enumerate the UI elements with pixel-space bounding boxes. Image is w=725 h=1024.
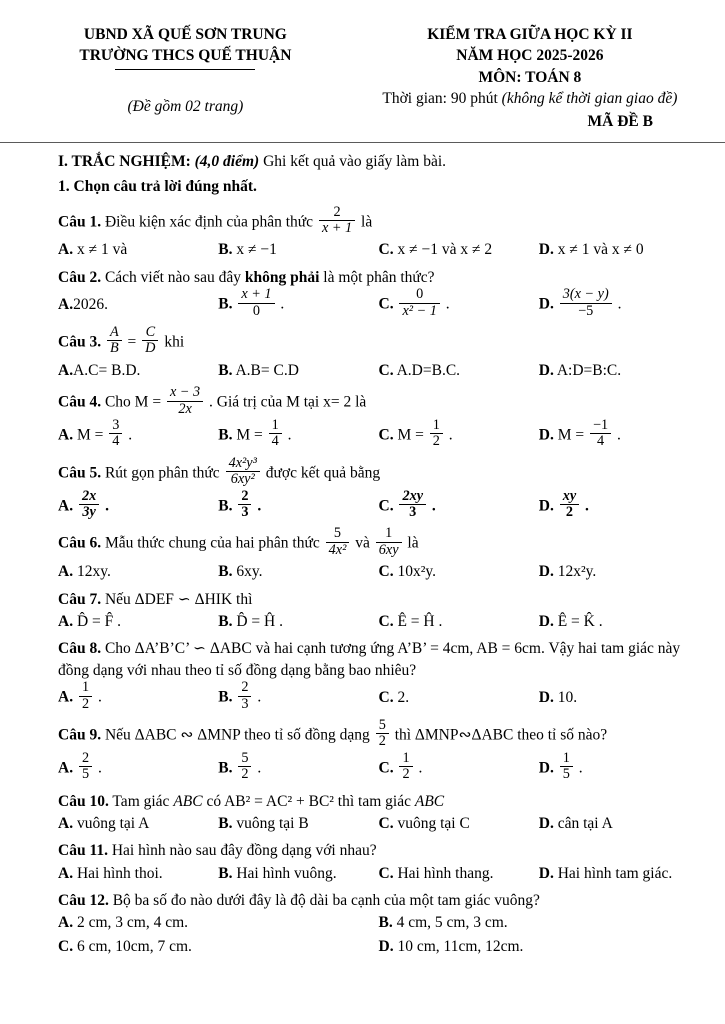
option-A: A. D̂ = F̂ . (58, 613, 122, 630)
question-stem: Câu 4. Cho M = $\frac{x - 3}{2x}$ . Giá trị của M tại x= 2 là (58, 384, 367, 417)
option-C: C. 6 cm, 10cm, 7 cm. (58, 937, 192, 955)
header-right (313, 24, 695, 132)
question (58, 589, 695, 633)
fraction-denominator: 4x² (328, 541, 347, 558)
exam-title: KIỂM TRA GIỮA HỌC KỲ II (427, 26, 633, 43)
option-D: D. 12x²y. (538, 563, 597, 581)
questions-list (58, 203, 695, 958)
option-key: C. (378, 814, 394, 832)
fraction-denominator: 6xy (378, 541, 399, 558)
question-stem: Câu 5. Rút gọn phân thức $\frac{\text{4x²y³}}{\text{6xy²}}$ được kết quả bằng (58, 454, 381, 488)
option-D: D. $\frac{1}{5}$ . (538, 749, 583, 783)
part-points: (4,0 điểm) (190, 152, 260, 170)
option-key: B. (218, 497, 233, 515)
bold-text: không phải (244, 268, 320, 286)
option-B: B. x ≠ −1 (218, 241, 277, 259)
fraction-denominator: 2 (241, 766, 249, 783)
fraction (167, 385, 203, 417)
option-A: A. 2 cm, 3 cm, 4 cm. (58, 914, 189, 932)
fraction-denominator: 3 (241, 504, 249, 521)
question-stem: Câu 3. $\frac{A}{B}$ = $\frac{C}{D}$ khi (58, 324, 185, 357)
option-B: B. vuông tại B (218, 814, 309, 832)
fraction-denominator: x² − 1 (402, 302, 437, 319)
question-label: Câu 12. (58, 892, 109, 910)
option-A: A.2026. (58, 296, 108, 314)
question-label: Câu 7. (58, 590, 102, 608)
question (58, 890, 695, 957)
option-A: A.A.C= B.D. (58, 361, 141, 379)
option-key: A. (58, 759, 74, 777)
fraction (109, 418, 122, 450)
option-A: A. 12xy. (58, 563, 111, 581)
question-label: Câu 3. (58, 333, 102, 351)
fraction (560, 287, 612, 319)
options-row (58, 749, 695, 785)
fraction-denominator: 6xy² (230, 471, 255, 488)
option-C: C. $\frac{0}{\text{x² − 1}}$ . (378, 286, 450, 319)
fraction-numerator: 4x²y³ (226, 456, 260, 472)
fraction (238, 489, 251, 521)
option-key: B. (218, 759, 233, 777)
fraction (399, 489, 426, 521)
question-label: Câu 8. (58, 640, 102, 658)
question-label: Câu 4. (58, 393, 102, 411)
fraction-numerator: 2 (238, 680, 251, 696)
fraction (399, 751, 412, 783)
question-stem: Câu 6. Mẫu thức chung của hai phân thức $\frac{5}{\text{4x²}}$ và $\frac{1}{6xy}$ là (58, 525, 419, 558)
school-name: TRƯỜNG THCS QUẾ THUẬN (79, 47, 292, 65)
fraction-denominator: 2x (178, 400, 192, 417)
options-row (58, 239, 695, 260)
fraction (238, 287, 274, 319)
fraction (79, 751, 92, 783)
fraction-denominator: 4 (112, 433, 120, 450)
option-A: A. vuông tại A (58, 814, 150, 832)
option-C: C. Hai hình thang. (378, 864, 494, 882)
option-key: D. (538, 864, 554, 882)
part-note: Ghi kết quả vào giấy làm bài. (259, 152, 447, 170)
option-key: B. (218, 426, 233, 444)
fraction-numerator: 5 (376, 718, 389, 734)
option-C: C. x ≠ −1 và x ≠ 2 (378, 241, 493, 259)
fraction (238, 680, 251, 712)
option-D: D. A:D=B:C. (538, 361, 622, 379)
option-D: D. $\frac{xy}{2}$ . (538, 487, 589, 521)
option-key: C. (58, 937, 74, 955)
question-label: Câu 1. (58, 213, 102, 231)
fraction (269, 418, 282, 450)
fraction-numerator: 2 (319, 205, 355, 221)
option-B: B. $\frac{5}{2}$ . (218, 749, 262, 783)
option-key: A. (58, 361, 74, 379)
question-stem: Câu 12. Bộ ba số đo nào dưới đây là độ dài ba cạnh của một tam giác vuông? (58, 892, 540, 910)
option-key: A. (58, 241, 74, 259)
option-A: A. $\frac{1}{2}$ . (58, 679, 102, 712)
option-B: B. 6xy. (218, 563, 263, 581)
question (58, 384, 695, 452)
options-row (58, 912, 695, 957)
question-stem: Câu 10. Tam giác ABC có AB² = AC² + BC² thì tam giác ABC (58, 792, 445, 810)
option-key: D. (378, 937, 394, 955)
header-underline (115, 69, 255, 70)
option-C: C. $\frac{1}{2}$ . (378, 749, 423, 783)
option-B: B. $\frac{x + 1}{0}$ . (218, 286, 285, 319)
content (58, 151, 695, 957)
fraction-numerator: 2x (79, 489, 99, 505)
option-key: D. (538, 613, 554, 630)
option-key: C. (378, 759, 394, 777)
options-row (58, 487, 695, 523)
italic-text: ABC (414, 792, 445, 810)
question (58, 203, 695, 261)
options-row (58, 813, 695, 834)
fraction-numerator: 2 (238, 489, 251, 505)
option-key: C. (378, 864, 394, 882)
options-row (58, 679, 695, 714)
option-D: D. M = $\frac{-1}{4}$ . (538, 417, 621, 450)
question (58, 324, 695, 381)
option-B: B. M = $\frac{1}{4}$ . (218, 417, 292, 450)
instruction: 1. Chọn câu trả lời đúng nhất. (58, 178, 257, 196)
option-B: B. D̂ = Ĥ . (218, 613, 283, 630)
fraction (430, 418, 443, 450)
option-key: D. (538, 814, 554, 832)
exam-page (58, 24, 695, 957)
option-A: A. x ≠ 1 và (58, 241, 128, 259)
option-key: B. (218, 688, 233, 706)
question-label: Câu 6. (58, 534, 102, 552)
option-key: D. (538, 497, 554, 515)
subject-line: MÔN: TOÁN 8 (478, 68, 582, 86)
option-key: B. (218, 295, 233, 313)
option-B: B. $\frac{2}{3}$ . (218, 679, 262, 712)
question (58, 638, 695, 714)
question (58, 716, 695, 785)
option-key: A. (58, 613, 74, 630)
option-B: B. A.B= C.D (218, 361, 299, 379)
options-row (58, 863, 695, 884)
options-row (58, 417, 695, 452)
option-key: D. (538, 241, 554, 259)
option-C: C. vuông tại C (378, 814, 470, 832)
fraction-numerator: A (107, 325, 122, 341)
fraction-denominator: 3 (241, 695, 249, 712)
fraction-denominator: 3y (82, 504, 96, 521)
fraction (399, 287, 439, 319)
fraction-denominator: 2 (565, 504, 573, 521)
option-D: D. cân tại A (538, 814, 613, 832)
option-D: D. $\frac{3(x - y)}{-5}$ . (538, 286, 622, 319)
org-name: UBND XÃ QUẾ SƠN TRUNG (83, 26, 287, 43)
option-D: D. 10 cm, 11cm, 12cm. (378, 937, 524, 955)
fraction-denominator: D (145, 340, 156, 357)
fraction-numerator: C (142, 325, 158, 341)
italic-text: ABC (173, 792, 203, 810)
time-note: (không kể thời gian giao đề) (501, 90, 678, 108)
option-key: C. (378, 613, 394, 630)
question (58, 267, 695, 321)
fraction-numerator: 1 (79, 680, 92, 696)
question-label: Câu 11. (58, 842, 108, 860)
fraction-numerator: x − 3 (167, 385, 203, 401)
option-key: A. (58, 814, 74, 832)
option-key: B. (218, 563, 233, 581)
fraction (142, 325, 158, 357)
fraction-denominator: x + 1 (321, 220, 353, 237)
option-A: A. $\frac{2}{5}$ . (58, 749, 102, 783)
option-key: B. (218, 864, 233, 882)
question-stem: Câu 8. Cho ΔA’B’C’ ∽ ΔABC và hai cạnh tương ứng A’B’ = 4cm, AB = 6cm. Vậy hai tam giác này đồng dạng với nhau theo tỉ số đồng dạng bằng bao nhiêu? (58, 640, 681, 679)
option-key: B. (218, 814, 233, 832)
option-key: C. (378, 241, 394, 259)
option-key: C. (378, 295, 394, 313)
options-row (58, 561, 695, 582)
option-key: C. (378, 361, 394, 379)
option-key: C. (378, 689, 394, 707)
fraction (560, 489, 579, 521)
fraction-numerator: xy (560, 489, 579, 505)
school-year: NĂM HỌC 2025-2026 (456, 47, 604, 65)
exam-code: MÃ ĐỀ B (587, 112, 653, 130)
fraction (376, 526, 402, 558)
fraction-numerator: 5 (326, 526, 350, 542)
fraction-denominator: B (109, 340, 119, 357)
question-stem: Câu 9. Nếu ΔABC ∾ ΔMNP theo tỉ số đồng dạng $\frac{5}{2}$ thì ΔMNP∾ΔABC theo tỉ số nào? (58, 716, 608, 750)
option-key: B. (218, 613, 233, 630)
question (58, 525, 695, 582)
option-C: C. 10x²y. (378, 563, 436, 581)
option-B: B. $\frac{2}{3}$ . (218, 487, 262, 521)
option-A: A. M = $\frac{3}{4}$ . (58, 417, 133, 450)
fraction-numerator: 1 (399, 751, 412, 767)
question-stem: Câu 1. Điều kiện xác định của phân thức $\frac{2}{x + 1}$ là (58, 203, 373, 237)
time-text: Thời gian: 90 phút (382, 90, 502, 108)
option-key: D. (538, 759, 554, 777)
options-row (58, 286, 695, 321)
question-label: Câu 2. (58, 268, 102, 286)
fraction (107, 325, 122, 357)
fraction-denominator: 2 (432, 433, 440, 450)
option-C: C. M = $\frac{1}{2}$ . (378, 417, 453, 450)
question-label: Câu 9. (58, 726, 102, 744)
option-D: D. Ê = K̂ . (538, 613, 603, 630)
question (58, 454, 695, 523)
option-C: C. $\frac{2xy}{3}$ . (378, 487, 436, 521)
option-key: B. (218, 241, 233, 259)
option-D: D. Hai hình tam giác. (538, 864, 673, 882)
option-C: C. 2. (378, 689, 410, 707)
fraction-numerator: x + 1 (238, 287, 274, 303)
header (58, 24, 695, 132)
fraction (226, 456, 260, 488)
fraction-denominator: 2 (402, 766, 410, 783)
header-left (58, 24, 313, 132)
option-key: C. (378, 426, 394, 444)
fraction-denominator: 3 (409, 504, 417, 521)
option-key: D. (538, 563, 554, 581)
option-C: C. A.D=B.C. (378, 361, 461, 379)
option-D: D. x ≠ 1 và x ≠ 0 (538, 241, 644, 259)
fraction (560, 751, 573, 783)
option-D: D. 10. (538, 689, 578, 707)
fraction (79, 489, 99, 521)
fraction-numerator: 5 (238, 751, 251, 767)
part-title (58, 151, 695, 172)
fraction-numerator: 2xy (399, 489, 426, 505)
option-key: A. (58, 296, 74, 314)
fraction-numerator: 1 (560, 751, 573, 767)
fraction-numerator: 2 (79, 751, 92, 767)
option-key: A. (58, 497, 74, 515)
fraction-numerator: 1 (269, 418, 282, 434)
fraction-denominator: 5 (81, 766, 90, 783)
option-C: C. Ê = Ĥ . (378, 613, 443, 630)
fraction (326, 526, 350, 558)
fraction-numerator: 3(x − y) (560, 287, 612, 303)
header-divider (0, 142, 725, 143)
question-stem: Câu 2. Cách viết nào sau đây không phải là một phân thức? (58, 268, 435, 286)
fraction-denominator: 4 (271, 433, 279, 450)
options-row (58, 611, 695, 632)
option-key: A. (58, 426, 74, 444)
fraction-denominator: 5 (562, 766, 570, 783)
option-A: A. Hai hình thoi. (58, 864, 163, 882)
option-key: D. (538, 689, 554, 707)
option-B: B. 4 cm, 5 cm, 3 cm. (378, 914, 508, 932)
fraction-denominator: 4 (597, 433, 605, 450)
option-key: B. (378, 914, 393, 932)
option-key: A. (58, 688, 74, 706)
fraction (376, 718, 389, 750)
fraction (79, 680, 92, 712)
pages-note: (Đề gồm 02 trang) (127, 97, 244, 115)
fraction-numerator: −1 (590, 418, 611, 434)
fraction-numerator: 0 (399, 287, 439, 303)
option-A: A. $\frac{2x}{3y}$ . (58, 487, 109, 521)
fraction (238, 751, 251, 783)
question-stem: Câu 7. Nếu ΔDEF ∽ ΔHIK thì (58, 590, 253, 608)
fraction-numerator: 1 (430, 418, 443, 434)
question-label: Câu 5. (58, 464, 102, 482)
option-B: B. Hai hình vuông. (218, 864, 337, 882)
option-key: B. (218, 361, 233, 379)
fraction (319, 205, 355, 237)
option-key: A. (58, 914, 74, 932)
part-label: I. TRẮC NGHIỆM: (58, 152, 191, 170)
fraction-denominator: 2 (378, 733, 386, 750)
options-row (58, 360, 695, 381)
question-label: Câu 10. (58, 792, 109, 810)
fraction-denominator: −5 (578, 302, 594, 319)
fraction (590, 418, 611, 450)
option-key: C. (378, 563, 394, 581)
option-key: D. (538, 295, 554, 313)
question (58, 840, 695, 884)
fraction-denominator: 2 (81, 695, 90, 712)
time-line (365, 88, 695, 109)
option-key: A. (58, 563, 74, 581)
option-key: A. (58, 864, 74, 882)
fraction-denominator: 0 (252, 302, 260, 319)
question-stem: Câu 11. Hai hình nào sau đây đồng dạng với nhau? (58, 842, 377, 860)
option-key: C. (378, 497, 394, 515)
option-key: D. (538, 426, 554, 444)
option-key: D. (538, 361, 554, 379)
fraction-numerator: 3 (109, 418, 122, 434)
fraction-numerator: 1 (376, 526, 402, 542)
question (58, 791, 695, 835)
